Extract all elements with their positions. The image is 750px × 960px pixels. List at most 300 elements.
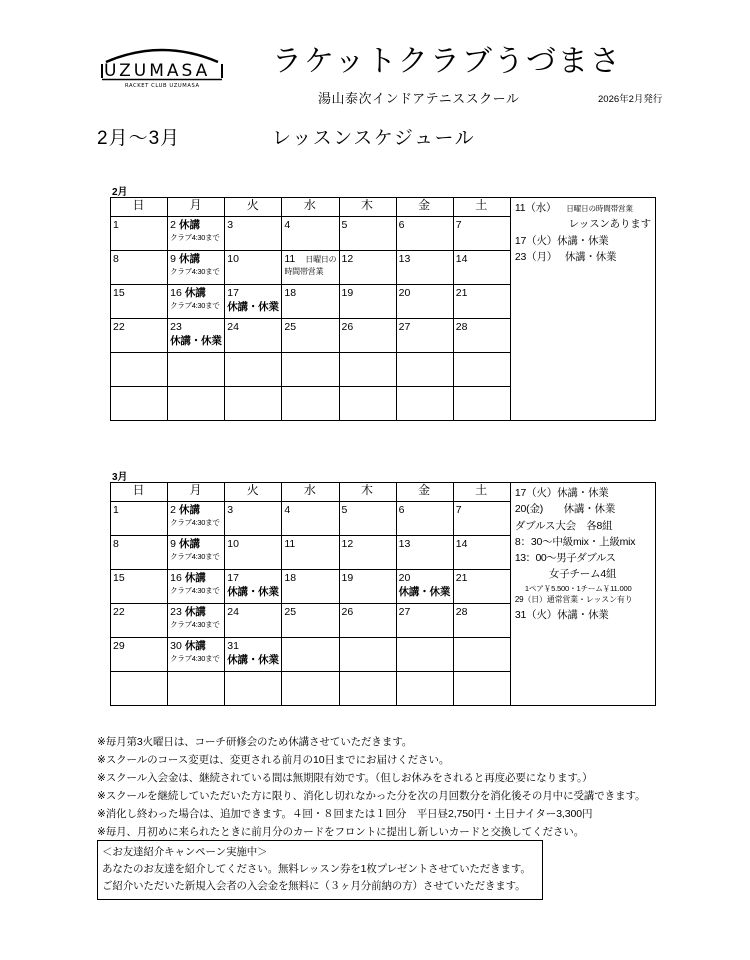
campaign-line: あなたのお友達を紹介してください。無料レッスン券を1枚プレゼントさせていただきます。 <box>102 863 531 875</box>
day-cell-content <box>168 251 224 284</box>
day-number: 17 <box>227 287 239 299</box>
calendar-week-row <box>111 638 511 672</box>
note-line: 29（日）通常営業・レッスン有り <box>514 595 633 605</box>
day-note: 休講 <box>178 253 200 265</box>
day-note-small: 日曜日の <box>305 255 337 264</box>
calendar-day-cell[interactable] <box>396 502 453 536</box>
note-line: 17（火）休講・休業 <box>514 487 609 499</box>
day-cell-content <box>168 536 224 569</box>
day-number: 8 <box>113 538 119 550</box>
document-header <box>0 0 750 149</box>
day-note-secondary: クラブ4:30まで <box>170 233 220 243</box>
day-cell-content <box>340 353 396 386</box>
weekday-header-5: 金 <box>396 198 453 217</box>
day-note-secondary: 時間帯営業 <box>284 267 324 277</box>
day-cell-content <box>168 285 224 318</box>
day-cell-content <box>111 319 167 352</box>
day-cell-content <box>397 319 453 352</box>
day-note: 休講 <box>184 572 206 584</box>
calendar-day-cell[interactable] <box>111 570 168 604</box>
day-cell-content <box>397 672 453 705</box>
calendar-week-row <box>111 570 511 604</box>
note-line: 20(金) 休講・休業 <box>514 503 616 516</box>
day-number: 31 <box>227 640 239 652</box>
day-cell-content <box>225 672 281 705</box>
calendar-day-cell[interactable] <box>339 672 396 706</box>
day-cell-content <box>454 638 510 671</box>
weekday-header-4: 木 <box>339 483 396 502</box>
calendar-day-cell[interactable] <box>225 672 282 706</box>
calendar-day-cell[interactable] <box>339 638 396 672</box>
day-cell-content <box>282 502 338 535</box>
day-cell-content <box>111 387 167 420</box>
calendar-week-row <box>111 251 511 285</box>
calendar-day-cell[interactable] <box>396 672 453 706</box>
calendar-day-cell[interactable] <box>453 319 510 353</box>
day-cell-content <box>111 251 167 284</box>
day-number: 29 <box>113 640 125 652</box>
calendar-day-cell[interactable] <box>225 251 282 285</box>
calendar-day-cell[interactable] <box>453 536 510 570</box>
day-cell-content <box>340 570 396 603</box>
calendar-day-cell[interactable] <box>453 638 510 672</box>
calendar-day-cell[interactable] <box>282 502 339 536</box>
day-note: 休講 <box>184 640 206 652</box>
weekday-header-1: 月 <box>168 198 225 217</box>
calendar-day-cell[interactable] <box>168 285 225 319</box>
calendar-day-cell[interactable] <box>453 285 510 319</box>
calendar-day-cell[interactable] <box>111 638 168 672</box>
footnote-line: ※消化し終わった場合は、追加できます。４回・８回または１回分 平日昼2,750円・土日ナイター3,300円 <box>97 808 593 821</box>
day-number: 19 <box>341 572 354 584</box>
note-date: 11（水） <box>514 202 557 214</box>
calendar-week-row <box>111 353 511 387</box>
uzumasa-logo <box>92 40 232 90</box>
day-note-secondary: クラブ4:30まで <box>170 654 220 664</box>
day-number: 27 <box>398 321 411 333</box>
page-title: ラケットクラブうづまさ <box>272 45 622 78</box>
day-number: 1 <box>113 504 119 516</box>
day-cell-content <box>282 604 338 637</box>
day-cell-content <box>397 251 453 284</box>
day-cell-content <box>282 319 338 352</box>
calendar-day-cell[interactable] <box>282 353 339 387</box>
day-number: 1 <box>113 219 119 231</box>
day-note-secondary: クラブ4:30まで <box>170 586 220 596</box>
calendar-day-cell[interactable] <box>396 217 453 251</box>
weekday-header-2: 火 <box>225 483 282 502</box>
day-cell-content <box>397 217 453 250</box>
day-number: 4 <box>284 219 291 231</box>
day-note-secondary: 休講・休業 <box>227 586 279 599</box>
day-note-secondary: クラブ4:30まで <box>170 620 220 630</box>
calendar-day-cell[interactable] <box>168 353 225 387</box>
svg-text:RACKET CLUB UZUMASA: RACKET CLUB UZUMASA <box>125 83 200 89</box>
day-note-secondary: 休講・休業 <box>227 654 279 667</box>
note-line: 1ペア￥5.500・1チーム￥11.000 <box>524 583 632 593</box>
day-number: 18 <box>284 287 297 299</box>
calendar-day-cell[interactable] <box>111 217 168 251</box>
calendar-day-cell[interactable] <box>111 319 168 353</box>
footnote-line: ※スクール入会金は、継続されている間は無期限有効です。（但しお休みをされると再度必要になります。） <box>97 772 593 785</box>
weekday-header-1: 月 <box>168 483 225 502</box>
calendar-day-cell[interactable] <box>396 638 453 672</box>
weekday-header-6: 土 <box>453 483 510 502</box>
school-subtitle: 湯山泰次インドアテニススクール <box>318 91 520 106</box>
day-cell-content <box>282 570 338 603</box>
calendar-day-cell[interactable] <box>168 251 225 285</box>
day-number: 21 <box>455 572 468 584</box>
day-number: 5 <box>341 219 348 231</box>
calendar-day-cell[interactable] <box>225 502 282 536</box>
day-cell-content <box>225 217 281 250</box>
day-cell-content <box>225 319 281 352</box>
day-cell-content <box>454 251 510 284</box>
day-number: 8 <box>113 253 119 265</box>
calendar-day-cell[interactable] <box>396 536 453 570</box>
calendar-day-cell[interactable] <box>453 672 510 706</box>
calendar-day-cell[interactable] <box>282 217 339 251</box>
note-line <box>515 200 653 216</box>
february-notes-panel <box>511 197 656 421</box>
day-number: 12 <box>341 253 354 265</box>
period-label: 2月～3月 <box>97 128 181 149</box>
day-cell-content <box>111 570 167 603</box>
day-number: 17 <box>227 572 239 584</box>
footnote-line: ※毎月第3火曜日は、コーチ研修会のため休講させていただきます。 <box>97 736 413 748</box>
day-number: 26 <box>341 606 354 618</box>
calendar-day-cell[interactable] <box>225 570 282 604</box>
day-cell-content <box>111 217 167 250</box>
day-cell-content <box>111 638 167 671</box>
day-number: 30 <box>170 640 182 652</box>
calendar-day-cell[interactable] <box>111 353 168 387</box>
day-number: 11 <box>284 253 296 265</box>
day-cell-content <box>397 536 453 569</box>
day-cell-content <box>111 353 167 386</box>
day-cell-content <box>454 604 510 637</box>
day-cell-content <box>168 353 224 386</box>
day-cell-content <box>282 217 338 250</box>
day-cell-content <box>282 387 338 420</box>
day-cell-content <box>454 217 510 250</box>
calendar-day-cell[interactable] <box>339 285 396 319</box>
day-number: 9 <box>170 253 176 265</box>
note-line: レッスンあります <box>568 218 651 231</box>
calendar-day-cell[interactable] <box>111 536 168 570</box>
calendar-week-row <box>111 319 511 353</box>
day-cell-content <box>454 285 510 318</box>
calendar-day-cell[interactable] <box>453 353 510 387</box>
day-cell-content <box>282 285 338 318</box>
calendar-day-cell[interactable] <box>453 251 510 285</box>
calendar-day-cell[interactable] <box>339 319 396 353</box>
day-note-secondary: 休講・休業 <box>227 301 279 314</box>
calendar-week-row <box>111 604 511 638</box>
day-cell-content <box>340 604 396 637</box>
calendar-day-cell[interactable] <box>225 387 282 421</box>
footnote-line: ※スクールのコース変更は、変更される前月の10日までにお届けください。 <box>97 754 450 767</box>
footnotes <box>97 733 697 841</box>
day-number: 10 <box>227 253 239 265</box>
calendar-day-cell[interactable] <box>168 570 225 604</box>
february-calendar-table <box>110 197 511 421</box>
calendar-day-cell[interactable] <box>168 502 225 536</box>
day-cell-content <box>340 251 396 284</box>
calendar-day-cell[interactable] <box>282 604 339 638</box>
day-cell-content <box>454 387 510 420</box>
weekday-header-row <box>111 483 511 502</box>
day-number: 3 <box>227 504 234 516</box>
weekday-header-0: 日 <box>111 483 168 502</box>
day-number: 16 <box>170 287 182 299</box>
calendar-day-cell[interactable] <box>453 217 510 251</box>
day-number: 21 <box>455 287 468 299</box>
calendar-week-row <box>111 217 511 251</box>
day-cell-content <box>168 570 224 603</box>
weekday-header-3: 水 <box>282 483 339 502</box>
note-line: 23（月） 休講・休業 <box>514 250 617 263</box>
calendar-day-cell[interactable] <box>225 638 282 672</box>
day-cell-content <box>111 536 167 569</box>
calendar-day-cell[interactable] <box>396 604 453 638</box>
day-number: 18 <box>284 572 297 584</box>
day-cell-content <box>340 319 396 352</box>
calendar-week-row <box>111 502 511 536</box>
day-note-secondary: 休講・休業 <box>398 586 451 599</box>
day-note-secondary: クラブ4:30まで <box>170 518 220 528</box>
calendar-day-cell[interactable] <box>282 570 339 604</box>
campaign-title: ＜お友達紹介キャンペーン実施中＞ <box>102 846 268 858</box>
day-number: 13 <box>398 253 411 265</box>
calendar-day-cell[interactable] <box>339 536 396 570</box>
day-number: 28 <box>455 321 468 333</box>
day-note: 休講 <box>178 504 200 516</box>
day-number: 11 <box>284 538 296 550</box>
day-number: 12 <box>341 538 354 550</box>
calendar-day-cell[interactable] <box>111 285 168 319</box>
note-line: 17（火）休講・休業 <box>514 234 609 247</box>
calendar-day-cell[interactable] <box>282 285 339 319</box>
calendar-day-cell[interactable] <box>282 672 339 706</box>
day-cell-content <box>225 638 281 671</box>
calendar-day-cell[interactable] <box>168 319 225 353</box>
day-cell-content <box>397 285 453 318</box>
day-cell-content <box>225 387 281 420</box>
day-number: 6 <box>398 504 405 516</box>
calendar-day-cell[interactable] <box>225 319 282 353</box>
footnote-line: ※スクールを継続していただいた方に限り、消化し切れなかった分を次の月回数分を消化後その月中に受講できます。 <box>97 790 646 803</box>
calendar-day-cell[interactable] <box>453 502 510 536</box>
weekday-header-0: 日 <box>111 198 168 217</box>
calendar-day-cell[interactable] <box>282 638 339 672</box>
calendar-week-row <box>111 672 511 706</box>
weekday-header-4: 木 <box>339 198 396 217</box>
calendar-day-cell[interactable] <box>396 319 453 353</box>
day-number: 5 <box>341 504 348 516</box>
day-note: 休講 <box>178 219 200 231</box>
day-cell-content <box>168 672 224 705</box>
calendar-day-cell[interactable] <box>339 217 396 251</box>
day-cell-content <box>454 319 510 352</box>
day-number: 2 <box>170 219 176 231</box>
calendar-day-cell[interactable] <box>225 604 282 638</box>
day-cell-content <box>282 353 338 386</box>
day-number: 22 <box>113 606 125 618</box>
day-cell-content <box>225 251 281 284</box>
day-cell-content <box>397 638 453 671</box>
weekday-header-row <box>111 198 511 217</box>
day-number: 3 <box>227 219 234 231</box>
day-note: 休講 <box>184 606 206 618</box>
calendar-day-cell[interactable] <box>339 353 396 387</box>
day-number: 22 <box>113 321 125 333</box>
note-line: 31（火）休講・休業 <box>514 608 609 621</box>
march-notes-panel <box>511 482 656 706</box>
weekday-header-5: 金 <box>396 483 453 502</box>
note-line: 8：30～中級mix・上級mix <box>514 535 636 548</box>
calendar-week-row <box>111 536 511 570</box>
calendar-day-cell[interactable] <box>282 387 339 421</box>
calendar-day-cell[interactable] <box>282 536 339 570</box>
calendar-day-cell[interactable] <box>168 604 225 638</box>
calendar-day-cell[interactable] <box>453 604 510 638</box>
day-cell-content <box>168 502 224 535</box>
calendar-day-cell[interactable] <box>111 502 168 536</box>
day-cell-content <box>282 638 338 671</box>
calendar-day-cell[interactable] <box>111 387 168 421</box>
day-number: 10 <box>227 538 239 550</box>
weekday-header-6: 土 <box>453 198 510 217</box>
calendar-day-cell[interactable] <box>168 387 225 421</box>
calendar-day-cell[interactable] <box>339 570 396 604</box>
calendar-day-cell[interactable] <box>168 672 225 706</box>
day-number: 19 <box>341 287 354 299</box>
day-cell-content <box>340 285 396 318</box>
day-cell-content <box>454 502 510 535</box>
calendar-day-cell[interactable] <box>396 570 453 604</box>
day-cell-content <box>454 536 510 569</box>
calendar-day-cell[interactable] <box>111 251 168 285</box>
day-cell-content <box>397 353 453 386</box>
schedule-label: レッスンスケジュール <box>272 128 476 149</box>
campaign-line: ご紹介いただいた新規入会者の入会金を無料に（３ヶ月分前納の方）させていただきます。 <box>102 880 526 892</box>
day-number: 15 <box>113 572 125 584</box>
day-cell-content <box>340 672 396 705</box>
day-cell-content <box>225 285 281 318</box>
day-number: 15 <box>113 287 125 299</box>
day-cell-content <box>397 387 453 420</box>
day-cell-content <box>397 604 453 637</box>
calendar-day-cell[interactable] <box>225 536 282 570</box>
note-line: 13：00～男子ダブルス <box>514 552 616 565</box>
day-note-secondary: 休講・休業 <box>170 335 222 348</box>
campaign-box <box>97 840 543 900</box>
calendar-day-cell[interactable] <box>396 285 453 319</box>
calendar-week-row <box>111 285 511 319</box>
calendar-day-cell[interactable] <box>339 502 396 536</box>
calendar-day-cell[interactable] <box>282 319 339 353</box>
calendar-day-cell[interactable] <box>339 604 396 638</box>
day-number: 6 <box>398 219 405 231</box>
day-number: 16 <box>170 572 182 584</box>
day-cell-content <box>397 502 453 535</box>
calendar-day-cell[interactable] <box>396 353 453 387</box>
day-cell-content <box>340 217 396 250</box>
day-cell-content <box>111 285 167 318</box>
calendar-day-cell[interactable] <box>453 570 510 604</box>
calendar-day-cell[interactable] <box>111 672 168 706</box>
day-number: 13 <box>398 538 411 550</box>
day-number: 4 <box>284 504 291 516</box>
day-cell-content <box>111 502 167 535</box>
day-number: 20 <box>398 572 411 584</box>
day-cell-content <box>282 672 338 705</box>
day-number: 2 <box>170 504 176 516</box>
march-calendar-table <box>110 482 511 706</box>
march-month-label: 3月 <box>112 472 128 483</box>
day-cell-content <box>168 319 224 352</box>
calendar-day-cell[interactable] <box>225 217 282 251</box>
day-cell-content <box>454 570 510 603</box>
day-number: 14 <box>455 538 468 550</box>
day-cell-content <box>111 604 167 637</box>
note-detail: 日曜日の時間帯営業 <box>566 204 633 213</box>
day-cell-content <box>282 251 338 284</box>
day-number: 23 <box>170 321 182 333</box>
day-cell-content <box>225 353 281 386</box>
calendar-day-cell[interactable] <box>282 251 339 285</box>
calendar-week-row <box>111 387 511 421</box>
note-line: 女子チーム4組 <box>548 568 617 581</box>
day-note: 休講 <box>178 538 200 550</box>
february-month-label: 2月 <box>112 187 128 198</box>
day-number: 23 <box>170 606 182 618</box>
day-cell-content <box>168 638 224 671</box>
day-cell-content <box>454 672 510 705</box>
calendar-day-cell[interactable] <box>168 638 225 672</box>
day-number: 25 <box>284 321 297 333</box>
day-cell-content <box>225 604 281 637</box>
day-number: 26 <box>341 321 354 333</box>
day-number: 20 <box>398 287 411 299</box>
calendar-day-cell[interactable] <box>111 604 168 638</box>
calendar-day-cell[interactable] <box>453 387 510 421</box>
calendar-day-cell[interactable] <box>225 285 282 319</box>
day-cell-content <box>340 638 396 671</box>
calendar-day-cell[interactable] <box>396 387 453 421</box>
svg-text:UZUMASA: UZUMASA <box>104 61 211 81</box>
calendar-day-cell[interactable] <box>225 353 282 387</box>
day-note-secondary: クラブ4:30まで <box>170 301 220 311</box>
day-cell-content <box>225 570 281 603</box>
day-cell-content <box>340 502 396 535</box>
calendar-day-cell[interactable] <box>396 251 453 285</box>
calendar-day-cell[interactable] <box>168 217 225 251</box>
note-line: ダブルス大会 各8組 <box>514 519 613 532</box>
calendar-day-cell[interactable] <box>168 536 225 570</box>
footnote-line: ※毎月、月初めに来られたときに前月分のカードをフロントに提出し新しいカードと交換してください。 <box>97 826 585 839</box>
day-cell-content <box>168 387 224 420</box>
day-number: 7 <box>455 504 462 516</box>
day-cell-content <box>397 570 453 603</box>
day-cell-content <box>282 536 338 569</box>
calendar-day-cell[interactable] <box>339 251 396 285</box>
day-number: 14 <box>455 253 468 265</box>
day-cell-content <box>340 387 396 420</box>
day-number: 24 <box>227 321 239 333</box>
calendar-day-cell[interactable] <box>339 387 396 421</box>
